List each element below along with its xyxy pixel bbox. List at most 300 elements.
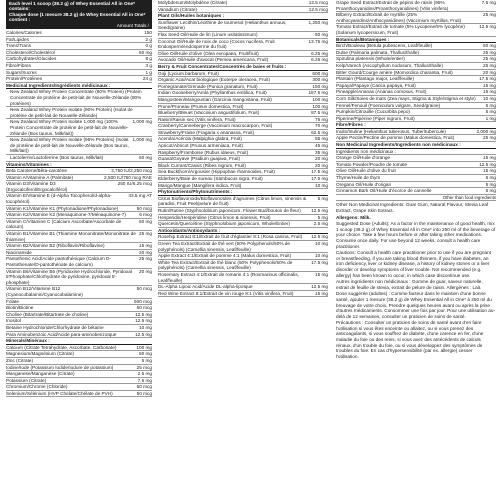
ingredient-name: Pineapple/Ananas (Ananas comosus, Fruit) <box>336 89 427 95</box>
fr-cautions-text: Précautions : Consulter un praticien de soins de santé avant d'en faire l'utilisation si vous êtes enceinte ou allaitez, ou si vous prenez des anticoagulants, si vous souffrez de diabète, d'une carence en fer, d'une maladie du foie ou des reins, si vous avez des antécédents de calculs rénaux, d'un trouble du foie, ou si vous développez des symptômes de troubles du foie. En cas d'hypersensibilité (par ex. allergie) cesser l'utilisation. <box>336 320 484 359</box>
ingredient-amount: 50 mg <box>138 351 152 357</box>
ingredient-amount: 600 mg <box>312 70 328 76</box>
ingredient-name: Pantothenic Acid/Acide pantothénique (Calcium D-Pantothenate/D-pantothénate de calcium) <box>6 256 112 267</box>
section-heading <box>336 142 496 149</box>
nutrient-row <box>336 109 496 116</box>
ingredient-amount: 12.5 mg <box>135 331 152 337</box>
nutrient-row <box>336 89 496 96</box>
section-heading <box>6 338 152 345</box>
nutrient-row <box>336 0 496 12</box>
nutrient-row <box>158 84 328 91</box>
ingredient-amount: 2,500 IU/750 mcg RAE <box>104 174 152 180</box>
ingredient-name: Corn Silk/Soies de maïs (Zea mays, Stigma & Style/stigma et style) <box>336 95 476 101</box>
nutrient-row <box>158 71 328 78</box>
ingredient-name: Plant Oils/Huiles botaniques : <box>158 13 225 19</box>
ingredient-name: Pomegranate/Grenade (Punica granatum, Fruit) <box>158 83 258 89</box>
ingredient-amount: 1,000 mg <box>132 137 152 143</box>
nutrient-row <box>158 260 328 272</box>
nutrient-row <box>158 110 328 117</box>
ingredient-amount: 250 IU/6.25 mcg <box>117 181 152 187</box>
ingredient-name: Avocado Oil/Huile d'avocat (Persea americana, Fruit) <box>158 57 269 63</box>
ingredient-amount: 12.5 mg <box>135 318 152 324</box>
ingredient-amount: 20 mg <box>314 162 328 168</box>
nutrient-list-1 <box>6 30 152 397</box>
ingredient-amount: 12.5 mg <box>311 234 328 240</box>
nutrient-row <box>6 231 152 243</box>
nutrient-row <box>158 183 328 190</box>
nutrient-row <box>158 130 328 137</box>
nutrient-row <box>158 234 328 241</box>
ingredient-amount: 500 mcg <box>134 298 152 304</box>
ingredient-amount: 10 mg <box>314 182 328 188</box>
ingredient-name: Iodine/Iode (Potassium Iodide/Iodure de potassium) <box>6 364 114 370</box>
ingredient-amount: 1,250 mg <box>308 19 328 25</box>
ingredient-amount: 100 mg <box>312 103 328 109</box>
section-heading <box>158 189 328 196</box>
nutrient-row <box>6 256 152 268</box>
cautions-text: Cautions: Consult a health care practitioner prior to use if you are pregnant or breastfeeding, if you are taking blood thinners, if you have diabetes, an iron deficiency, liver or kidney disease, a history of kidney stones or a liver disorder or develop symptoms of liver trouble. Not recommended (e.g. allergy) has been known to occur, in which case discontinue use. <box>336 250 492 278</box>
ingredient-amount: 6.25 mg <box>311 50 328 56</box>
ingredient-amount: 5 mg <box>485 175 496 181</box>
ingredient-name: Papaya/Papaye (Carica papaya, Fruit) <box>336 82 416 88</box>
ingredient-name: Vitamin A/Vitamine A (Palmitate) <box>6 174 74 180</box>
ingredient-amount: 12.5 mg <box>311 208 328 213</box>
ingredient-amount: 15 mg <box>482 155 496 161</box>
nutrient-row <box>158 143 328 150</box>
section-heading <box>158 13 328 20</box>
section-heading <box>336 37 496 44</box>
ingredient-name: Vitamin C/Vitamine C (Calcium Ascorbate/Ascorbate de calcium) <box>6 218 122 230</box>
ingredient-name: Calories/Calories <box>6 30 42 36</box>
ingredient-name: Orange Oil/Huile d'orange <box>336 155 391 161</box>
ingredient-name: Strawberry/Fraise (Fragaria x ananassa, Fruit) <box>158 129 255 135</box>
ingredient-amount: 50 mcg <box>136 286 152 292</box>
ingredient-amount: 25 mg <box>138 256 152 262</box>
ingredient-amount: 100 mg <box>312 96 328 102</box>
ingredient-name: Cranberry/Canneberge (Vaccinium macrocarpon, Fruit) <box>158 123 273 129</box>
nutrient-row <box>158 176 328 183</box>
ingredient-amount: 62.5 mg <box>311 129 328 135</box>
ingredient-amount: 2.5 mg <box>137 371 152 377</box>
nutrient-row <box>6 243 152 250</box>
ingredient-name: New Zealand Whey Protein Concentrate (80% Protein) (Protein Concentrate de protéine de petit-lait de Nouvelle-Zélande (80% protéines) <box>10 89 142 106</box>
nutrient-row <box>158 0 328 7</box>
nutrient-row <box>6 107 152 119</box>
nutrient-row <box>6 155 152 162</box>
ingredient-name: Vitamin D3/Vitamine D3 (Ergocalciferol/Ergocalciférol) <box>6 181 68 192</box>
nutrient-row <box>336 116 496 123</box>
nutrient-row <box>6 384 152 391</box>
ingredient-name: Indian Gooseberry/Amla (Phyllanthus emblica, Fruit) <box>158 90 267 96</box>
ingredient-amount: 3,750 IU/2,250 mcg <box>111 168 152 174</box>
allergens-text: Allergens: Milk. <box>336 214 371 220</box>
nutrient-row <box>6 318 152 325</box>
ingredient-amount: 1 mg <box>485 115 496 121</box>
ingredient-amount: 300 mg <box>312 77 328 83</box>
nutrient-row <box>6 181 152 193</box>
nutrient-row <box>6 56 152 63</box>
ingredient-amount: 13.75 mg <box>308 38 328 44</box>
nutrient-row <box>6 89 152 107</box>
ingredient-amount: 15 mg <box>482 82 496 88</box>
serving-text-en: Each level 1 scoop (38.2 g) of Whey Essential All in One* contains: <box>9 1 135 12</box>
nutrient-row <box>6 119 152 137</box>
nutrient-row <box>336 103 496 110</box>
nutrient-row <box>336 162 496 169</box>
ingredient-name: Fibre/Fibres <box>6 63 32 68</box>
nutrient-row <box>158 32 328 39</box>
ingredient-name: Thyme/Huile de thym <box>336 175 381 181</box>
nutrient-row <box>6 378 152 385</box>
ingredient-name: Vitamin B12/Vitamine B12 (Cyanocobalamin/Cyanocobalamine) <box>6 286 83 297</box>
nutrient-row <box>6 345 152 352</box>
ingredient-amount: 50 mcg <box>136 390 152 396</box>
nutrient-row <box>336 56 496 63</box>
ingredient-name: New Zealand Whey Protein Isolate (95% Proteins) (Isolat de protéine de petit-lait de Nouvelle-Zélande (Bos taurus, Milk/lait)) <box>10 137 129 154</box>
ingredient-name: Kelp/Varech (Ascophyllum nodosum, Thallus/thalle) <box>336 62 443 68</box>
ingredient-amount: 5 mg <box>485 181 496 187</box>
ingredient-name: Potassium (Citrate) <box>6 377 47 383</box>
ingredient-amount: 25 mg <box>482 49 496 55</box>
ingredient-name: Vitamin B6/Vitamine B6 (Pyridoxine Hydrochloride, Pyridoxal 5'Phosphate/Chlorhydrate de pyridoxine, pyridoxal 5'-phosphate) <box>6 268 132 285</box>
ingredient-name: Prune/Pruneau (Prunus domestica, Fruit) <box>158 103 244 109</box>
nutrient-row <box>336 50 496 57</box>
ingredient-name: New Zealand Whey Protein Isolate (90% Protein) (Isolat de protéine de petit-lait de Nouvelle-Zélande) <box>10 107 133 118</box>
nutrient-row <box>336 83 496 90</box>
nutrient-row <box>6 70 152 77</box>
ingredient-amount: 12.5 mcg <box>308 6 328 12</box>
ingredient-name: Lactoferrin/Lactoferrine (Bos taurus, Milk/lait) <box>10 154 104 160</box>
nutrient-list-3 <box>336 0 496 195</box>
ingredient-amount: 10 mg <box>138 324 152 330</box>
ingredient-amount: 50 mg <box>314 31 328 37</box>
nutrient-row <box>158 104 328 111</box>
ingredient-name: Piperine/Pipérine (Piper nigrum, Fruit) <box>336 115 415 121</box>
ingredient-name: Molybdenum/Molybdène (Citrate) <box>158 0 228 5</box>
ingredient-name: Ingrédients non médicinaux : <box>336 148 396 154</box>
nutrient-row <box>158 272 328 284</box>
ingredient-amount: 87.5 mg <box>311 110 328 116</box>
ingredient-name: Rosemary Extract 4:1/Extrait de romarin 4:1 (Rosmarinus officinalis, Leaf/feuille) <box>158 271 299 283</box>
nutrient-row <box>158 51 328 58</box>
ingredient-name: Flax Seed Oil/Huile de lin (Linum usitatissimum) <box>158 31 258 37</box>
nutrient-row <box>336 76 496 83</box>
section-heading <box>158 228 328 235</box>
ingredient-name: Minerals/Minéraux : <box>6 338 50 344</box>
ingredient-name: Apricot/Abricot (Prunus armeniaca, Fruit) <box>158 143 243 149</box>
ingredient-amount: 5 mg <box>485 188 496 194</box>
ingredient-name: Sea Buckthorn/Argousier (Hippophae rhamnoides, Fruit) <box>158 169 275 175</box>
nutrient-row <box>6 219 152 231</box>
ingredient-name: Magnesium/Magnésium (Citrate) <box>6 351 74 357</box>
ingredient-name: Sunflower Lecithin/Lécithine de tournesol (Helianthus annuus, Seed/graine) <box>158 19 287 31</box>
nutrient-row <box>336 24 496 36</box>
ingredient-amount: 25 mcg <box>136 364 152 370</box>
ingredient-amount: 7.5 mg <box>481 0 496 5</box>
ingredient-amount: 25 mg <box>482 12 496 18</box>
ingredient-name: Guava/Goyave (Psidium guajava, Fruit) <box>158 156 241 162</box>
nutrient-row <box>6 305 152 312</box>
ingredient-amount: 50 mg <box>138 49 152 55</box>
source-note: Other than food ingredients <box>336 195 496 202</box>
nutrient-row <box>158 241 328 253</box>
ingredient-amount: 15 mg <box>482 168 496 174</box>
ingredient-name: Para Aminobenzoic Acid/Acide para-aminobenzoïque <box>6 331 117 337</box>
nutrient-row <box>158 291 328 298</box>
ingredient-amount: 12.5 mg <box>311 284 328 290</box>
ingredient-name: Zinc (Citrate) <box>6 357 34 363</box>
ingredient-name: Fibre/Fibres : <box>336 122 366 128</box>
ingredient-name: Quercetin/Quercétine (Styphnolobium japonicum, Whole/Entier) <box>158 221 291 227</box>
ingredient-name: New Zealand Whey Protein Isolate 1,000 mg (100% Protein Concentrate de protéine de petit-lait de Nouvelle-Zélande (Bos taurus, Milk/lait)) <box>10 119 129 136</box>
ingredient-name: Dulse (Palmaria palmata, Thallus/thalle) <box>336 49 420 55</box>
ingredient-name: Goji (Lycium barbarum, Fruit) <box>158 70 219 76</box>
nutrient-row <box>6 391 152 398</box>
ingredient-name: Calcium (Citrate Tetrahydrate, Ascorbate, Carbonate) <box>6 344 117 350</box>
nutrient-row <box>158 90 328 97</box>
ingredient-name: Vitamin B2/Vitamine B2 (Riboflavin/Riboflavine) <box>6 243 105 249</box>
ingredient-amount: 7.5 mg <box>137 377 152 383</box>
nutrient-row <box>6 193 152 205</box>
ingredient-amount: 50 mg <box>482 43 496 49</box>
nutrient-row <box>6 76 152 83</box>
ingredient-name: Fennel/Fenouil (Foeniculum vulgare, Seed/graine) <box>336 102 441 108</box>
nutrient-row <box>6 358 152 365</box>
ingredient-amount: 15 mg <box>138 243 152 249</box>
ingredient-name: Spirulina platensis (Whole/entier) <box>336 56 405 62</box>
nutrient-row <box>6 206 152 213</box>
ingredient-amount: 24 g <box>142 76 152 82</box>
directions-text: Suggested Dose (Adults): As a factor in the maintenance of good health, mix 1 scoop (38.2 g) of Whey Essential All in One* into 250 ml of the beverage of your choice. Take a few hours before or after taking other medications. Consume once daily. For use beyond 12 weeks, consult a health care practitioner. <box>336 221 496 249</box>
nutrient-row <box>6 365 152 372</box>
label-column-2 <box>158 0 328 297</box>
ingredient-name: Apple Pectin/Pectine de pomme (Malus domestica, Fruit) <box>336 135 455 141</box>
nutrient-row <box>6 168 152 175</box>
nutrient-row <box>336 188 496 195</box>
nutrient-row <box>336 129 496 136</box>
ingredient-amount: 12.5 mg <box>479 24 496 30</box>
label-column-3 <box>336 0 496 360</box>
nutrient-row <box>6 63 152 70</box>
ingredient-name: Inulin/Inuline (Helianthus tuberosus, Tuber/tubercule) <box>336 128 446 134</box>
ingredient-amount: 10 mg <box>314 253 328 259</box>
section-heading <box>6 83 152 90</box>
nutrient-row <box>6 351 152 358</box>
ingredient-name: Manganese/Manganèse (Citrate) <box>6 371 75 377</box>
ingredient-amount: 50 mcg <box>136 384 152 390</box>
section-heading <box>6 162 152 169</box>
nutrient-row <box>336 135 496 142</box>
nutrient-row <box>6 37 152 44</box>
ingredient-name: Grape Seed Extract/Extrait de pépins de raisin (95% Proanthocyanidins/Proanthocyanidines) (Vitis vinifera) <box>336 0 449 11</box>
ingredient-name: Vitamins/Vitamines : <box>6 161 52 167</box>
ingredient-amount: 10 mg <box>482 95 496 101</box>
ingredient-amount: 25 mg <box>138 231 152 237</box>
ingredient-amount: 12.5 mg <box>135 311 152 317</box>
ingredient-amount: 12.5 mcg <box>308 0 328 5</box>
ingredient-amount: 3 g <box>145 63 152 68</box>
ingredient-name: Fat/Lipides <box>6 36 29 42</box>
nutrient-row <box>336 149 496 156</box>
nutrient-row <box>336 168 496 175</box>
nutrient-row <box>6 332 152 339</box>
ingredient-name: DL-Alpha Lipoic Acid/Acide DL-alpha-lipoïque <box>158 284 253 290</box>
ingredient-amount: 70 mg <box>314 123 328 129</box>
nutrient-row <box>158 150 328 157</box>
ingredient-name: Plantain (Plantago major, Leaf/feuille) <box>336 76 414 82</box>
ingredient-name: Berry & Fruit Concentrates/Concentrés de baies et fruits : <box>158 63 287 69</box>
ingredient-name: Green Tea Extract/Extrait de thé vert (50% Polyphenols/50% de polyphénols) (Camellia sinensis, Leaf/feuille) <box>158 240 291 252</box>
ingredient-amount: 35 mg <box>314 149 328 155</box>
ingredient-amount: 2,000 mg <box>476 128 496 134</box>
ingredient-name: Protein/Protéines <box>6 76 42 82</box>
serving-text-fr: Chaque dose (1 mesure 38.2 g) de Whey Essential All in One* contient : <box>9 11 146 23</box>
nutrient-row <box>158 57 328 64</box>
ingredient-name: Cinnamon Bark Oil/Huile d'écorce de cannelle <box>336 188 432 194</box>
ingredient-name: Rosehip Extract 8:1/Extrait de fruit d'églantier 8:1 (Rosa canina, Fruit) <box>158 234 303 240</box>
ingredient-amount: 50 mcg <box>136 205 152 211</box>
ingredient-name: Vitamin K2/Vitamine K2 (Menaquinone-7/Ménaquinone-7) <box>6 212 126 218</box>
ingredient-name: Non Medicinal Ingredients/Ingrédients non médicinaux : <box>336 142 461 148</box>
ingredient-name: Betaine Hydrochloride/Chlorhydrate de bétaïne <box>6 324 104 330</box>
ingredient-amount: 15 mg <box>314 271 328 277</box>
ingredient-name: Pumpkin/Citrouille (Cucurbita pepo) <box>336 109 410 115</box>
nutrient-row <box>6 299 152 306</box>
ingredient-amount: 55 mg <box>314 136 328 142</box>
ingredient-amount: 12.5 mg <box>479 161 496 167</box>
ingredient-amount: 2.5 mg <box>313 221 328 227</box>
ingredient-name: Blueberry/Bleuet (Vaccinium angustifolium, Fruit) <box>158 110 260 116</box>
nutrient-row <box>158 196 328 208</box>
ingredient-name: Citrus Bioflavonoids/Bioflavonoïdes d'agrumes (Citrus limon, sinensis & paradisi, Fruit Peel/pelure de fruit) <box>158 195 307 207</box>
ingredient-amount: 5 mg <box>485 109 496 115</box>
ingredient-name: Cholesterol/Cholestérol <box>6 49 55 55</box>
ingredient-amount: 17.5 mg <box>311 169 328 175</box>
ingredient-amount: 25 mg <box>482 135 496 141</box>
nutrient-row <box>6 371 152 378</box>
ingredient-name: Red Wine Extract 8:1/Extrait de vin rouge 8:1 (Vitis vinifera, Fruit) <box>158 290 294 296</box>
section-heading <box>158 64 328 71</box>
ingredient-amount: 8 g <box>145 56 152 62</box>
ingredient-name: Birch/Bouleau (Betula pubescens, Leaf/feuille) <box>336 43 433 49</box>
fr-dose-text: Dose suggérée (adultes) : Comme facteur dans le maintien d'une bonne santé, ajouter 1 mesure (38.2 g) de Whey Essential All in One* à 250 ml du breuvage de votre choix. Prendre quelques heures avant ou après la prise d'autres médicaments. Consommer une fois par jour. Pour une utilisation au-delà de 12 semaines, consulter un praticien de soins de santé. <box>336 291 496 319</box>
ingredient-name: Antioxidants/Antioxydants : <box>158 227 221 233</box>
ingredient-name: Oregano Oil/Huile d'origan <box>336 181 392 187</box>
nutrient-row <box>336 43 496 50</box>
ingredient-amount: 1,000 mg <box>132 119 152 125</box>
nutrient-row <box>6 50 152 57</box>
ingredient-name: Organic Acai/Acaï biologique (Euterpe oleracea, Fruit) <box>158 77 271 83</box>
ingredient-name: Trans/Trans <box>6 43 31 49</box>
ingredient-name: Chromium/Chrome (Chloride) <box>6 384 68 390</box>
ingredient-amount: 25 mg <box>482 56 496 62</box>
ingredient-name: Rutin/Rutine (Styphnolobium japonicum, Flower Bud/bouton de fleur) <box>158 208 301 213</box>
ingredient-name: Botanicals/Botaniques : <box>336 36 390 42</box>
ingredient-amount: 17.5 mg <box>311 176 328 182</box>
ingredient-amount: 0 g <box>145 43 152 49</box>
fr-other-ingredients-text: Autres ingrédients non médicinaux : Gomme de guar, saveur naturelle, extrait de feuille de stevia, extrait de pelure de raisin. Allergènes : Lait. <box>336 279 483 290</box>
ingredient-name: Niacinamide <box>6 249 32 255</box>
serving-header <box>6 0 152 29</box>
nutrient-list-2 <box>158 0 328 297</box>
nutrient-row <box>6 325 152 332</box>
ingredient-name: Sugars/Sucres <box>6 69 37 75</box>
nutrient-row <box>158 39 328 51</box>
ingredient-name: Vitamin E/Vitamine E (d-Alpha Tocopherol/d-alpha-tocophérol) <box>6 193 112 205</box>
ingredient-amount: 20 mg <box>314 156 328 162</box>
ingredient-amount: 45 mg <box>314 143 328 149</box>
ingredient-amount: 2 g <box>145 36 152 42</box>
ingredient-name: White Tea Extract/Extrait de thé blanc (50% Polyphenols/50% de polyphénols) (Camellia sinensis, Leaf/feuille) <box>158 259 293 271</box>
ingredient-name: Vanadium (Citrate) <box>158 6 197 12</box>
nutrient-row <box>158 117 328 124</box>
ingredient-amount: 15 mg <box>314 290 328 296</box>
nutrient-row <box>158 253 328 260</box>
ingredient-amount: 75 mg <box>314 116 328 122</box>
ingredient-name: Medicinal Ingredients/Ingrédients médicinaux : <box>6 82 111 88</box>
nutrient-row <box>158 77 328 84</box>
ingredient-amount: 150 mg <box>312 83 328 89</box>
ingredient-amount: 6 mcg <box>139 212 152 218</box>
nutrient-row <box>336 182 496 189</box>
ingredient-name: Carbohydrates/Glucides <box>6 56 57 62</box>
ingredient-amount: 17.5 mg <box>479 76 496 82</box>
ingredient-name: Olive Oil/Huile d'olive (Olea europaea, Fruit/fruit) <box>158 50 259 56</box>
ingredient-name: Mangosteen/Mangoustan (Garcinia mangostana, Fruit) <box>158 96 272 102</box>
nutrient-row <box>6 30 152 37</box>
ingredient-amount: 25 mg <box>482 62 496 68</box>
nutrient-row <box>158 123 328 130</box>
nutrient-row <box>6 312 152 319</box>
nutrient-row <box>336 63 496 70</box>
ingredient-amount: 50 mg <box>138 154 152 160</box>
nutrient-row <box>158 136 328 143</box>
nutrient-row <box>336 175 496 182</box>
ingredient-amount: 5 mg <box>141 357 152 363</box>
nutrient-row <box>158 20 328 32</box>
ingredient-name: Selenium/Sélénium (HVP Chelate/Chélate de PVH) <box>6 390 113 396</box>
ingredient-name: Vitamin K1/Vitamine K1 (Phytonadione/Phytonadione) <box>6 205 119 211</box>
ingredient-amount: 5 mg <box>485 102 496 108</box>
nutrient-row <box>6 269 152 287</box>
nutrient-row <box>158 7 328 14</box>
ingredient-name: Vitamin B1/Vitamine B1 (Thiamine Mononitrate/Mononitrate de thiamine) <box>6 231 136 242</box>
ingredient-amount: 20 mg <box>482 69 496 75</box>
ingredient-name: Phytonutrients/Phytonutriments : <box>158 189 233 195</box>
nutrient-row <box>6 250 152 257</box>
section-heading <box>336 122 496 129</box>
ingredient-amount: 6.25 mg <box>311 57 328 63</box>
nutrient-row <box>158 215 328 222</box>
ingredient-amount: 50 mcg <box>136 305 152 311</box>
ingredient-name: Bitter Gourd/Courge amère (Momordica charantia, Fruit) <box>336 69 453 75</box>
nutrient-row <box>158 169 328 176</box>
nutrient-row <box>158 221 328 228</box>
label-column-1 <box>6 0 152 397</box>
ingredient-name: Mango/Mangue (Mangifera indica, Fruit) <box>158 182 242 188</box>
nutrient-row <box>336 96 496 103</box>
nutrient-row <box>6 212 152 219</box>
nutrient-row <box>6 43 152 50</box>
nutrient-row <box>158 163 328 170</box>
nutrient-row <box>158 156 328 163</box>
nutrient-row <box>158 284 328 291</box>
nutrient-row <box>6 175 152 182</box>
nutrient-row <box>158 97 328 104</box>
ingredient-name: Olive Oil/Huile d'olive du fruit <box>336 168 396 174</box>
ingredient-amount: 20 mg <box>138 268 152 274</box>
nutrient-row <box>336 155 496 162</box>
